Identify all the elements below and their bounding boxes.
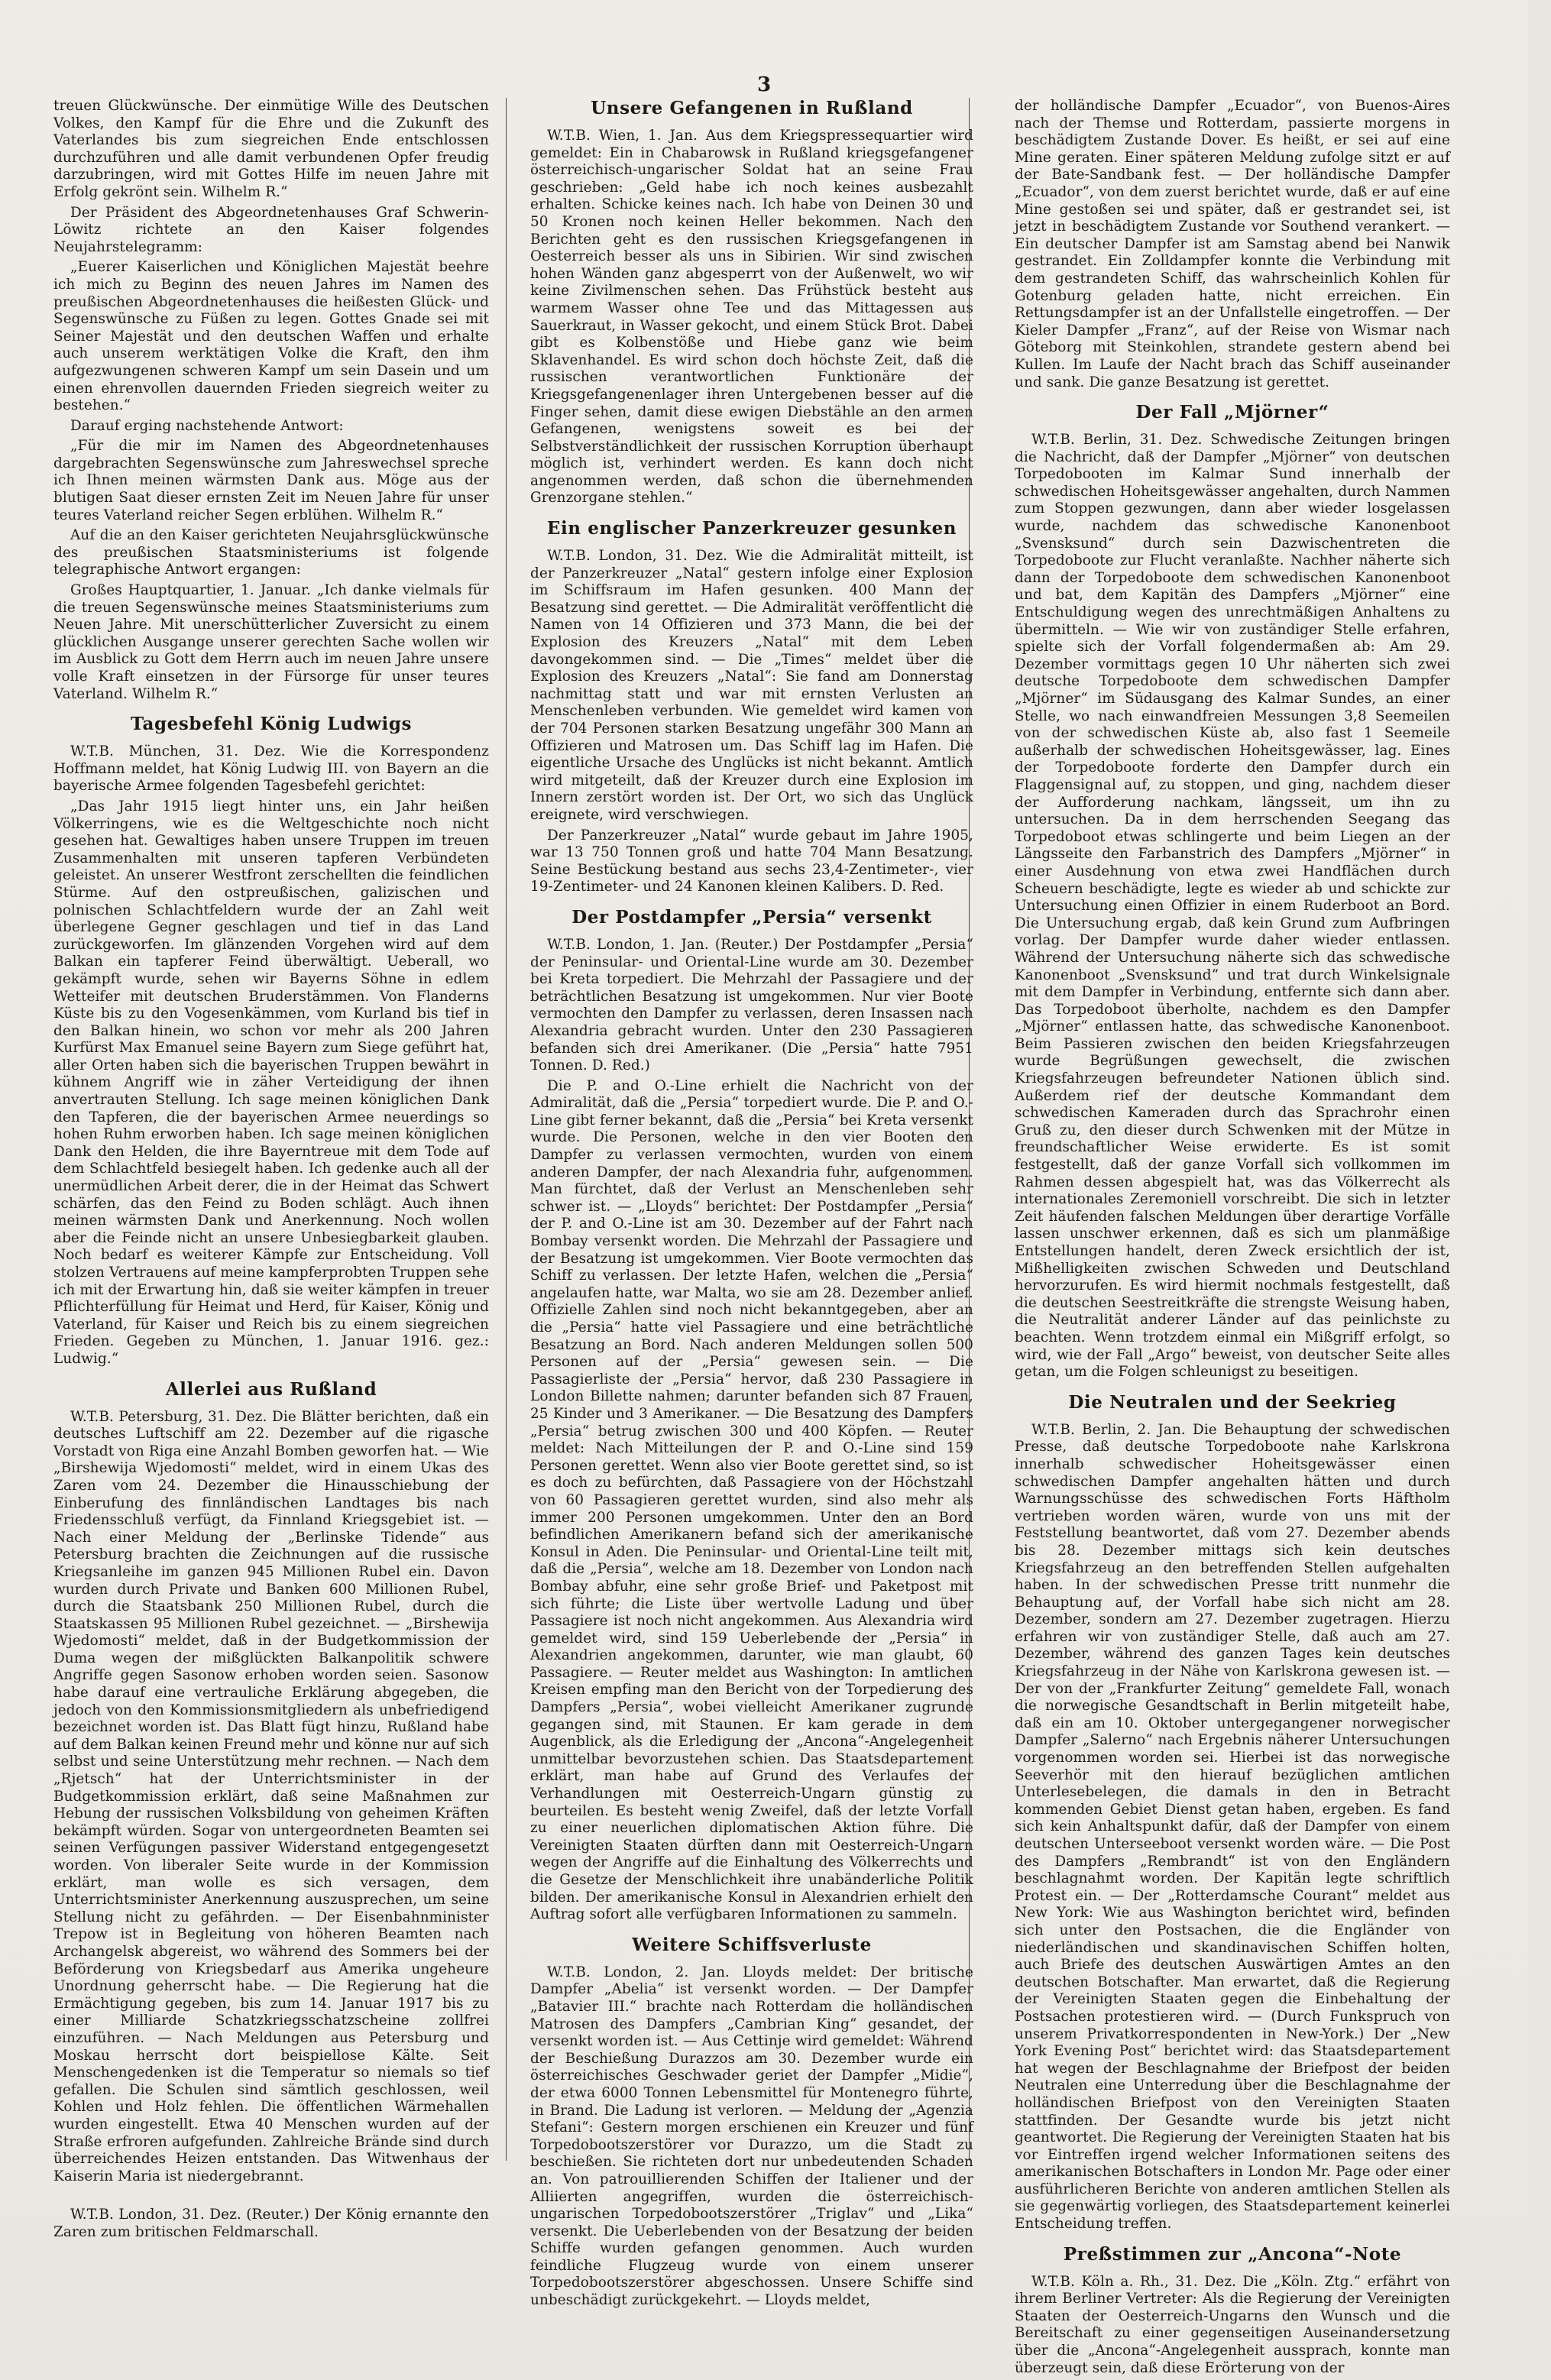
article-paragraph: W.T.B. Wien, 1. Jan. Aus dem Kriegspressequartier wird gemeldet: Ein in Chabarowsk in Rußland kriegsgefangener österreichisch-ungarischer Soldat hat an seine Frau geschrieben: „Geld habe ich noch keines ausbezahlt erhalten. Schicke keines nach. Ich habe von Deinen 30 und 50 Kronen noch keinen Heller bekommen. Nach den Berichten geht es den russischen Kriegsgefangenen in Oesterreich besser als uns in Sibirien. Wir sind zwischen hohen Wänden ganz abgesperrt von der Außenwelt, wo wir keine Zivilmenschen sehen. Das Frühstück besteht aus warmem Wasser ohne Tee und das Mittagessen aus Sauerkraut, in Wasser gekocht, und einem Stück Brot. Dabei gibt es Kolbenstöße und Hiebe ganz wie beim Sklavenhandel. Es wird schon doch höchste Zeit, daß die russischen verantwortlichen Funktionäre der Kriegsgefangenenlager ihren Untergebenen besser auf die Finger sehen, damit diese ewigen Diebstähle an den armen Gefangenen, wenigstens soweit es bei der Selbstverständlichkeit der russischen Korruption überhaupt möglich ist, verhindert werden. Es kann doch nicht angenommen werden, daß schon die übernehmenden Grenzorgane stehlen.“ (530, 128, 973, 507)
article-headline: Tagesbefehl König Ludwigs (130, 714, 413, 735)
article-paragraph: „Das Jahr 1915 liegt hinter uns, ein Jahr heißen Völkerringens, wie es die Weltgeschichte noch nicht gesehen hat. Gewaltiges haben unsere Truppen im treuen Zusammenhalten mit unseren tapferen Verbündeten geleistet. An unserer Westfront zerschellten die feindlichen Stürme. Auf den ostpreußischen, galizischen und polnischen Schlachtfeldern wurde der an Zahl weit überlegene Gegner geschlagen und tief in das Land zurückgeworfen. Im glänzenden Vorgehen wird auf dem Balkan ein tapferer Feind überwältigt. Ueberall, wo gekämpft wurde, sehen wir Bayerns Söhne in edlem Wetteifer mit deutschen Bruderstämmen. Von Flanderns Küste bis zu den Vogesenkämmen, vom Kurland bis tief in den Balkan hinein, wo schon vor mehr als 200 Jahren Kurfürst Max Emanuel seine Bayern zum Siege geführt hat, aller Orten haben sich die bayerischen Truppen bewährt in kühnem Angriff wie in zäher Verteidigung der ihnen anvertrauten Stellung. Ich sage meinen königlichen Dank den Tapferen, die der bayerischen Armee neuerdings so hohen Ruhm erworben haben. Ich sage meinen königlichen Dank den Helden, die ihre Bayerntreue mit dem Tode auf dem Schlachtfeld besiegelt haben. Ich gedenke auch all der unermüdlichen Arbeit derer, die in der Heimat das Schwert schärfen, das den Feind zu Boden schlägt. Auch ihnen meinen wärmsten Dank und Anerkennung. Noch wollen aber die Feinde nicht an unsere Unbesiegbarkeit glauben. Noch bedarf es weiterer Kämpfe zur Entscheidung. Voll stolzen Vertrauens auf meine kampferprobten Truppen sehe ich mit der Erwartung hin, daß sie weiter kämpfen in treuer Pflichterfüllung für Heimat und Herd, für Kaiser, König und Vaterland, für Kaiser und Reich bis zu einem siegreichen Frieden. Gegeben zu München, 1. Januar 1916. gez.: Ludwig.“ (53, 798, 489, 1367)
article-paragraph: W.T.B. Köln a. Rh., 31. Dez. Die „Köln. Ztg.“ erfährt von ihrem Berliner Vertreter: Als die Regierung der Vereinigten Staaten der Oesterreich-Ungarns den Wunsch und die Bereitschaft zu einer gegenseitigen Auseinandersetzung über die „Ancona“-Angelegenheit aussprach, konnte man überzeugt sein, daß diese Erörterung von der (1015, 2273, 1450, 2376)
page-number: 3 (756, 73, 772, 96)
article-paragraph: W.T.B. London, 31. Dez. (Reuter.) Der König ernannte den Zaren zum britischen Feldmarschall. (53, 2207, 489, 2240)
article-paragraph: W.T.B. London, 1. Jan. (Reuter.) Der Postdampfer „Persia“ der Peninsular- und Oriental-Line wurde am 30. Dezember bei Kreta torpediert. Die Mehrzahl der Passagiere und der beträchtlichen Besatzung ist umgekommen. Nur vier Boote vermochten den Dampfer zu verlassen, deren Insassen nach Alexandria gebracht wurden. Unter den 230 Passagieren befanden sich drei Amerikaner. (Die „Persia“ hatte 7951 Tonnen. D. Red.) (530, 936, 973, 1074)
article-headline: Allerlei aus Rußland (165, 1378, 377, 1400)
article-paragraph: Der Präsident des Abgeordnetenhauses Graf Schwerin-Löwitz richtete an den Kaiser folgendes Neujahrstelegramm: (53, 204, 489, 255)
article-headline: Weitere Schiffsverluste (632, 1934, 872, 1955)
article-paragraph: der holländische Dampfer „Ecuador“, von Buenos-Aires nach der Themse und Rotterdam, passierte morgens in beschädigtem Zustande Dover. Es heißt, er sei auf eine Mine geraten. Einer späteren Meldung zufolge sitzt er auf der Bate-Sandbank fest. — Der holländische Dampfer „Ecuador“, von dem zuerst berichtet wurde, daß er auf eine Mine gestoßen sei und später, daß er gestrandet sei, ist jetzt in beschädigtem Zustande vor Southend verankert. — Ein deutscher Dampfer ist am Samstag abend bei Nanwik gestrandet. Ein Zolldampfer konnte die Verbindung mit dem gestrandeten Schiff, das wahrscheinlich Kohlen für Gotenburg geladen hatte, nicht erreichen. Ein Rettungsdampfer ist an der Unfallstelle eingetroffen. — Der Kieler Dampfer „Franz“, auf der Reise von Wismar nach Göteborg mit Steinkohlen, strandete gestern abend bei Kullen. Im Laufe der Nacht brach das Schiff auseinander und sank. Die ganze Besatzung ist gerettet. (1015, 98, 1450, 390)
article-headline: Preßstimmen zur „Ancona“-Note (1063, 2243, 1402, 2265)
article-paragraph: Die P. and O.-Line erhielt die Nachricht von der Admiralität, daß die „Persia“ torpediert wurde. Die P. and O.-Line gibt ferner bekannt, daß die „Persia“ bei Kreta versenkt wurde. Die Personen, welche in den vier Booten den Dampfer zu verlassen vermochten, wurden von einem anderen Dampfer, der nach Alexandria fuhr, aufgenommen. Man fürchtet, daß der Verlust an Menschenleben sehr schwer ist. — „Lloyds“ berichtet: Der Postdampfer „Persia“ der P. and O.-Line ist am 30. Dezember auf der Fahrt nach Bombay versenkt worden. Die Mehrzahl der Passagiere und der Besatzung ist umgekommen. Vier Boote vermochten das Schiff zu verlassen. Der letzte Hafen, welchen die „Persia“ angelaufen hatte, war Malta, wo sie am 28. Dezember anlief. Offizielle Zahlen sind noch nicht bekanntgegeben, aber an die „Persia“ hatte viel Passagiere und eine beträchtliche Besatzung an Bord. Nach anderen Meldungen sollen 500 Personen auf der „Persia“ gewesen sein. — Die Passagierliste der „Persia“ hervor, daß 230 Passagiere in London Billette nahmen; darunter befanden sich 87 Frauen, 25 Kinder und 3 Amerikaner. — Die Besatzung des Dampfers „Persia“ betrug zwischen 300 und 400 Köpfen. — Reuter meldet: Nach Mitteilungen der P. and O.-Line sind 159 Personen gerettet. Wenn also vier Boote gerettet sind, so ist es doch zu befürchten, daß Passagiere von der Höchstzahl von 60 Passagieren gerettet wurden, sind also mehr als immer 200 Personen umgekommen. Unter den an Bord befindlichen Amerikanern befand sich der amerikanische Konsul in Aden. Die Peninsular- und Oriental-Line teilt mit, daß die „Persia“, welche am 18. Dezember von London nach Bombay abfuhr, eine sehr große Brief- und Paketpost mit sich führte; die Liste über wertvolle Ladung und über Passagiere ist noch nicht angekommen. Aus Alexandria wird gemeldet wird, sind 159 Ueberlebende der „Persia“ in Alexandrien angekommen, darunter, wie man glaubt, 60 Passagiere. — Reuter meldet aus Washington: In amtlichen Kreisen empfing man den Bericht von der Torpedierung des Dampfers „Persia“, wobei vielleicht Amerikaner zugrunde gegangen sind, mit Staunen. Er kam gerade in dem Augenblick, als die Erledigung der „Ancona“-Angelegenheit unmittelbar bevorzustehen schien. Das Staatsdepartement erklärt, man habe auf Grund des Verlaufes der Verhandlungen mit Oesterreich-Ungarn günstig zu beurteilen. Es besteht wenig Zweifel, daß der letzte Vorfall zu einer neuerlichen diplomatischen Aktion führe. Die Vereinigten Staaten dürften dann mit Oesterreich-Ungarn wegen der Angriffe auf die Einhaltung des Völkerrechts und die Gesetze der Menschlichkeit ihre unabänderliche Politik bilden. Der amerikanische Konsul in Alexandrien erhielt den Auftrag sofort alle verfügbaren Informationen zu sammeln. (530, 1077, 973, 1923)
article-paragraph: Der Panzerkreuzer „Natal“ wurde gebaut im Jahre 1905, war 13 750 Tonnen groß und hatte 704 Mann Besatzung. Seine Bestückung bestand aus sechs 23,4-Zentimeter-, vier 19-Zentimeter- und 24 Kanonen kleinen Kalibers. D. Red. (530, 827, 973, 895)
article-headline: Die Neutralen und der Seekrieg (1068, 1391, 1397, 1413)
article-paragraph: W.T.B. Berlin, 31. Dez. Schwedische Zeitungen bringen die Nachricht, daß der Dampfer „Mjörner“ von deutschen Torpedobooten im Kalmar Sund innerhalb der schwedischen Hoheitsgewässer angehalten, durch Nammen zum Stoppen gezwungen, dann aber wieder losgelassen wurde, nachdem das schwedische Kanonenboot „Svensksund“ durch sein Dazwischentreten die Torpedoboote zur Flucht veranlaßte. Nachher näherte sich dann der Torpedoboote dem schwedischen Kanonenboot und bat, dem Kapitän des Dampfers „Mjörner“ eine Entschuldigung wegen des unrechtmäßigen Anhaltens zu übermitteln. — Wie wir von zuständiger Stelle erfahren, spielte sich der Vorfall folgendermaßen ab: Am 29. Dezember vormittags gegen 10 Uhr näherten sich zwei deutsche Torpedoboote dem schwedischen Dampfer „Mjörner“ im Südausgang des Kalmar Sundes, an einer Stelle, wo nach einwandfreien Messungen 3,8 Seemeilen von der schwedischen Küste ab, also fast 1 Seemeile außerhalb der schwedischen Hoheitsgewässer, lag. Eines der Torpedoboote forderte den Dampfer durch ein Flaggensignal auf, zu stoppen, und ging, nachdem dieser der Aufforderung nachkam, längsseit, um ihn zu untersuchen. Da in dem herrschenden Seegang das Torpedoboot etwas schlingerte und beim Liegen an der Längsseite den Farbanstrich des Dampfers „Mjörner“ in einer Ausdehnung von etwa zwei Handflächen durch Scheuern beschädigte, legte es wieder ab und schickte zur Untersuchung einen Offizier in einem Ruderboot an Bord. Die Untersuchung ergab, daß kein Grund zum Aufbringen vorlag. Der Dampfer wurde daher wieder entlassen. Während der Untersuchung näherte sich das schwedische Kanonenboot „Svensksund“ und trat durch Winkelsignale mit dem Dampfer in Verbindung, entfernte sich dann aber. Das Torpedoboot überholte, nachdem es den Dampfer „Mjörner“ entlassen hatte, das schwedische Kanonenboot. Beim Passieren zwischen den beiden Kriegsfahrzeugen wurde Begrüßungen gewechselt, die zwischen Kriegsfahrzeugen befreundeter Nationen üblich sind. Außerdem rief der deutsche Kommandant dem schwedischen Kameraden durch das Sprachrohr einen Gruß zu, den dieser durch Schwenken mit der Mütze in freundschaftlicher Weise erwiderte. Es ist somit festgestellt, daß der ganze Vorfall sich vollkommen im Rahmen dessen abgespielt hat, was das Völkerrecht als internationales Zeremoniell vorschreibt. Die sich in letzter Zeit häufenden falschen Meldungen über derartige Vorfälle lassen unschwer erkennen, daß es sich um planmäßige Entstellungen handelt, deren Zweck ersichtlich der ist, Mißhelligkeiten zwischen Schweden und Deutschland hervorzurufen. Es wird hiermit nochmals festgestellt, daß die deutschen Seestreitkräfte die strengste Weisung haben, die Neutralität anderer Länder auf das peinlichste zu beachten. Wenn trotzdem einmal ein Mißgriff erfolgt, so wird, wie der Fall „Argo“ beweist, von deutscher Seite alles getan, um die Folgen schleunigst zu beseitigen. (1015, 432, 1450, 1381)
column-right (1015, 98, 1450, 2380)
article-headline: Der Fall „Mjörner“ (1135, 402, 1329, 423)
article-headline: Unsere Gefangenen in Rußland (591, 98, 913, 118)
article-paragraph: „Für die mir im Namen des Abgeordnetenhauses dargebrachten Segenswünsche zum Jahreswechsel spreche ich Ihnen meinen wärmsten Dank aus. Möge aus der blutigen Saat dieser ernsten Zeit im Neuen Jahre für unser teures Vaterland reicher Segen erblühen. Wilhelm R.“ (53, 438, 489, 523)
article-paragraph: „Euerer Kaiserlichen und Königlichen Majestät beehre ich mich zu Beginn des neuen Jahres im Namen des preußischen Abgeordnetenhauses die heißesten Glück- und Segenswünsche zu Füßen zu legen. Gottes Gnade sei mit Seiner Majestät und den deutschen Waffen und erhalte auch unserem werktätigen Volke die Kraft, den ihm aufgezwungenen schweren Kampf um sein Dasein und um einen ehrenvollen dauernden Frieden siegreich weiter zu bestehen.“ (53, 259, 489, 414)
article-paragraph: W.T.B. Petersburg, 31. Dez. Die Blätter berichten, daß ein deutsches Luftschiff am 22. Dezember auf die rigasche Vorstadt von Riga eine Anzahl Bomben geworfen hat. — Wie „Birshewija Wjedomosti“ meldet, wird in einem Ukas des Zaren vom 24. Dezember die Hinausschiebung der Einberufung des finnländischen Landtages bis nach Friedensschluß verfügt, da Finnland Kriegsgebiet ist. — Nach einer Meldung der „Berlinske Tidende“ aus Petersburg brachten die Zeichnungen auf die russische Kriegsanleihe im ganzen 945 Millionen Rubel ein. Davon wurden durch Private und Banken 600 Millionen Rubel, durch die Staatsbank 250 Millionen Rubel, durch die Staatskassen 95 Millionen Rubel gezeichnet. — „Birshewija Wjedomosti“ meldet, daß in der Budgetkommission der Duma wegen der mißglückten Balkanpolitik schwere Angriffe gegen Sasonow erhoben worden seien. Sasonow habe darauf eine vertrauliche Erklärung abgegeben, die jedoch von den Kommissionsmitgliedern als unbefriedigend bezeichnet worden ist. Das Blatt fügt hinzu, Rußland habe auf dem Balkan keinen Freund mehr und könne nur auf sich selbst und seine Unterstützung mehr rechnen. — Nach dem „Rjetsch“ hat der Unterrichtsminister in der Budgetkommission erklärt, daß seine Maßnahmen zur Hebung der russischen Volksbildung von geheimen Kräften bekämpft würden. Sogar von untergeordneten Beamten sei seinen Verfügungen passiver Widerstand entgegengesetzt worden. Von liberaler Seite wurde in der Kommission erklärt, man wolle es sich versagen, dem Unterrichtsminister Anerkennung auszusprechen, um seine Stellung nicht zu gefährden. — Der Eisenbahnminister Trepow ist in Begleitung von höheren Beamten nach Archangelsk abgereist, wo während des Sommers bei der Beförderung von Kriegsbedarf aus Amerika ungeheure Unordnung geherrscht habe. — Die Regierung hat die Ermächtigung gegeben, bis zum 14. Januar 1917 bis zu einer Milliarde Schatzkriegsschatzscheine zollfrei einzuführen. — Nach Meldungen aus Petersburg und Moskau herrscht dort beispiellose Kälte. Seit Menschengedenken ist die Temperatur so niemals so tief gefallen. Die Schulen sind sämtlich geschlossen, weil Kohlen und Holz fehlen. Die öffentlichen Wärmehallen wurden eingestellt. Etwa 40 Menschen wurden auf der Straße erfroren aufgefunden. Zahlreiche Brände sind durch überreichendes Heizen entstanden. Das Witwenhaus der Kaiserin Maria ist niedergebrannt. (53, 1408, 489, 2184)
article-paragraph: W.T.B. London, 2. Jan. Lloyds meldet: Der britische Dampfer „Abelia“ ist versenkt worden. — Der Dampfer „Batavier III.“ brachte nach Rotterdam die holländischen Matrosen des Dampfers „Cambrian King“ gesandet, der versenkt worden ist. — Aus Cettinje wird gemeldet: Während der Beschießung Durazzos am 30. Dezember wurde ein österreichisches Geschwader geriet der Dampfer „Midie“, der etwa 6000 Tonnen Lebensmittel für Montenegro führte, in Brand. Die Ladung ist verloren. — Meldung der „Agenzia Stefani“: Gestern morgen erschienen ein Kreuzer und fünf Torpedobootszerstörer vor Durazzo, um die Stadt zu beschießen. Sie richteten dort nur unbedeutenden Schaden an. Von patrouillierenden Schiffen der Italiener und der Alliierten angegriffen, wurden die österreichisch-ungarischen Torpedobootszerstörer „Triglav“ und „Lika“ versenkt. Die Ueberlebenden von der Besatzung der beiden Schiffe wurden gefangen genommen. Auch wurden feindliche Flugzeug wurde von einem unserer Torpedobootszerstörer abgeschossen. Unsere Schiffe sind unbeschädigt zurückgekehrt. — Lloyds meldet, (530, 1964, 973, 2309)
article-paragraph: treuen Glückwünsche. Der einmütige Wille des Deutschen Volkes, den Kampf für die Ehre und die Zukunft des Vaterlandes bis zum siegreichen Ende entschlossen durchzuführen und alle damit verbundenen Opfer freudig darzubringen, wird mit Gottes Hilfe im neuen Jahre mit Erfolg gekrönt sein. Wilhelm R.“ (53, 98, 489, 200)
column-left (53, 98, 489, 2380)
article-headline: Der Postdampfer „Persia“ versenkt (572, 906, 932, 928)
article-paragraph: Großes Hauptquartier, 1. Januar. „Ich danke vielmals für die treuen Segenswünsche meines Staatsministeriums zum Neuen Jahre. Mit unerschütterlicher Zuversicht zu einem glücklichen Ausgange unserer gerechten Sache wollen wir im Ausblick zu Gott dem Herrn auch im neuen Jahre unsere volle Kraft einsetzen in der Fürsorge für unser teures Vaterland. Wilhelm R.“ (53, 582, 489, 702)
column-middle (530, 98, 973, 2380)
article-headline: Ein englischer Panzerkreuzer gesunken (546, 518, 957, 539)
article-paragraph: W.T.B. Berlin, 2. Jan. Die Behauptung der schwedischen Presse, daß deutsche Torpedoboote nahe Karlskrona innerhalb schwedischer Hoheitsgewässer einen schwedischen Dampfer angehalten hätten und durch Warnungsschüsse des schwedischen Forts Häftholm vertrieben worden wären, wurde von uns mit der Feststellung beantwortet, daß vom 27. Dezember abends bis 28. Dezember mittags sich kein deutsches Kriegsfahrzeug an den betreffenden Stellen aufgehalten haben. In der schwedischen Presse tritt nunmehr die Behauptung auf, der Vorfall habe sich nicht am 28. Dezember, sondern am 27. Dezember zugetragen. Hierzu erfahren wir von zuständiger Stelle, daß auch am 27. Dezember, während des ganzen Tages kein deutsches Kriegsfahrzeug in der Nähe von Karlskrona gewesen ist. — Der von der „Frankfurter Zeitung“ gemeldete Fall, wonach die norwegische Gesandtschaft in Berlin mitgeteilt habe, daß ein am 10. Oktober untergegangener norwegischer Dampfer „Salerno“ nach Ergebnis näherer Untersuchungen vorgenommen worden sei. Hierbei ist das norwegische Seeverhör mit den hierauf bezüglichen amtlichen Unterlesebelegen, die damals in den in Betracht kommenden Gebiet Dienst getan haben, ergeben. Es fand sich kein Anhaltspunkt dafür, daß der Dampfer von einem deutschen Unterseeboot versenkt worden wäre. — Die Post des Dampfers „Rembrandt“ ist von den Engländern beschlagnahmt worden. Der Kapitän legte schriftlich Protest ein. — Der „Rotterdamsche Courant“ meldet aus New York: Wie aus Washington berichtet wird, befinden sich unter den Postsachen, die die Engländer von niederländischen und skandinavischen Schiffen holten, auch Briefe des deutschen Auswärtigen Amtes an den deutschen Botschafter. Man erwartet, daß die Regierung der Vereinigten Staaten gegen die Einbehaltung der Postsachen protestieren wird. — (Durch Funkspruch von unserem Privatkorrespondenten in New-York.) Der „New York Evening Post“ berichtet wird: das Staatsdepartement hat wegen der Beschlagnahme der Briefpost der beiden Neutralen eine Unterredung über die Beschlagnahme der holländischen Briefpost von den Vereinigten Staaten stattfinden. Der Gesandte wurde bis jetzt nicht geantwortet. Die Regierung der Vereinigten Staaten hat bis vor Eintreffen irgend welcher Informationen seitens des amerikanischen Botschafters in London Mr. Page oder einer ausführlicheren Berichte von anderen amtlichen Stellen als sie gegenwärtig vorliegen, des Staatsdepartement keinerlei Entscheidung treffen. (1015, 1421, 1450, 2233)
article-paragraph: W.T.B. München, 31. Dez. Wie die Korrespondenz Hoffmann meldet, hat König Ludwig III. von Bayern an die bayerische Armee folgenden Tagesbefehl gerichtet: (53, 743, 489, 795)
columns (53, 98, 1551, 2376)
spacer (53, 2188, 489, 2207)
article-paragraph: Darauf erging nachstehende Antwort: (70, 417, 344, 434)
article-paragraph: W.T.B. London, 31. Dez. Wie die Admiralität mitteilt, ist der Panzerkreuzer „Natal“ gestern infolge einer Explosion im Schiffsraum im Hafen gesunken. 400 Mann der Besatzung sind gerettet. — Die Admiralität veröffentlicht die Namen von 14 Offizieren und 373 Mann, die bei der Explosion des Kreuzers „Natal“ mit dem Leben davongekommen sind. — Die „Times“ meldet über die Explosion des Kreuzers „Natal“: Sie fand am Donnerstag nachmittag statt und war mit ernsten Verlusten an Menschenleben verbunden. Wie gemeldet wird kamen von der 704 Personen starken Besatzung ungefähr 300 Mann an Offizieren und Matrosen um. Das Schiff lag im Hafen. Die eigentliche Ursache des Unglücks ist nicht bekannt. Amtlich wird mitgeteilt, daß der Kreuzer durch eine Explosion im Innern zerstört worden ist. Der Ort, wo sich das Unglück ereignete, wird verschwiegen. (530, 548, 973, 823)
article-paragraph: Auf die an den Kaiser gerichteten Neujahrsglückwünsche des preußischen Staatsministeriums ist folgende telegraphische Antwort ergangen: (53, 527, 489, 578)
